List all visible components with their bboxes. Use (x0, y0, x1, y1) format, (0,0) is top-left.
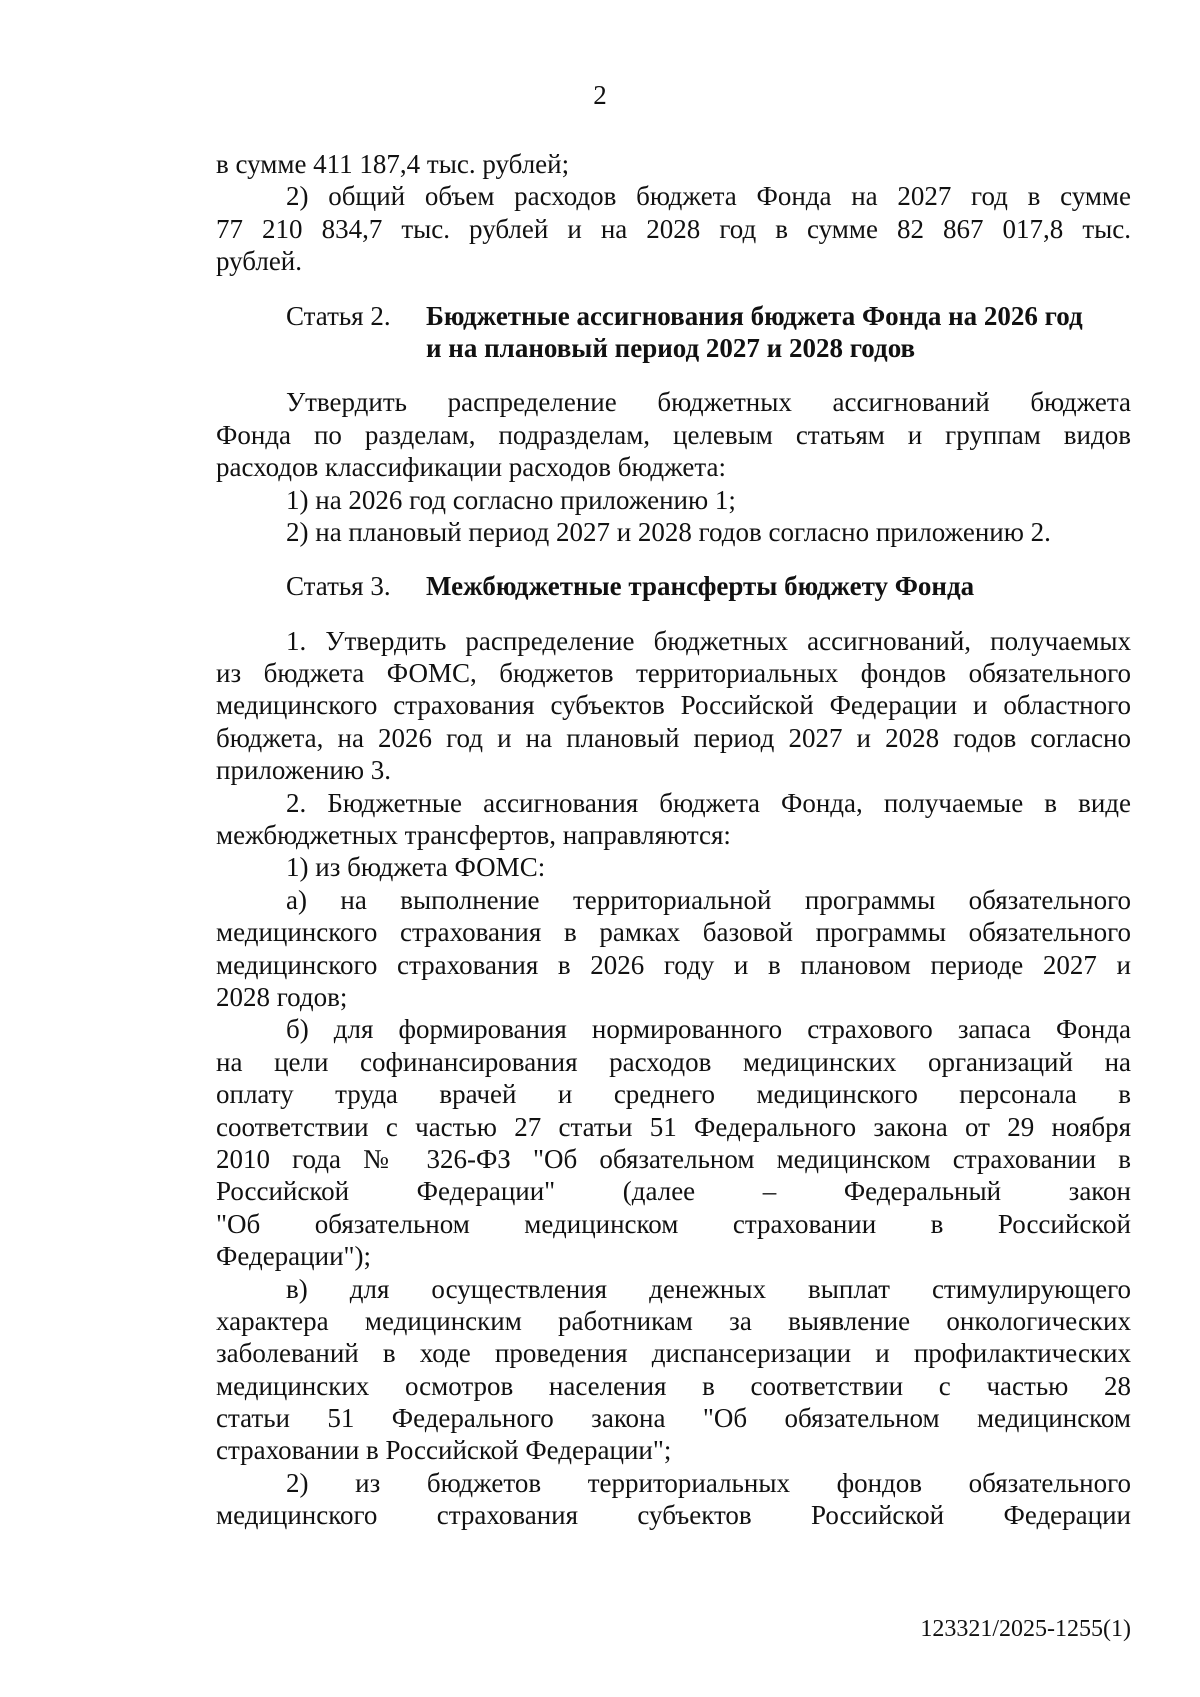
text-line: 2. Бюджетные ассигнования бюджета Фонда, получаемые в виде (286, 787, 1131, 818)
text-line: характера медицинским работникам за выявление онкологических (216, 1305, 1131, 1336)
text-line: б) для формирования нормированного страхового запаса Фонда (286, 1014, 1131, 1045)
text-line: Утвердить распределение бюджетных ассигнований бюджета (286, 387, 1131, 418)
text-line: медицинского страхования субъектов Российской Федерации и областного (216, 690, 1131, 721)
article-3-heading (216, 570, 1131, 602)
text-line: рублей. (216, 246, 303, 277)
document-body (216, 148, 1131, 1532)
article-label: Статья 3. (286, 571, 391, 602)
text-line: приложению 3. (216, 755, 392, 786)
page-number: 2 (593, 80, 607, 110)
text-line: 1) на 2026 год согласно приложению 1; (286, 484, 736, 515)
text-line: в) для осуществления денежных выплат стимулирующего (286, 1273, 1131, 1304)
document-id: 123321/2025-1255(1) (920, 1616, 1131, 1642)
text-line: межбюджетных трансфертов, направляются: (216, 820, 731, 851)
text-line: медицинского страхования субъектов Российской Федерации (216, 1500, 1131, 1531)
text-line: 2) из бюджетов территориальных фондов обязательного (286, 1467, 1131, 1498)
text-line: а) на выполнение территориальной программы обязательного (286, 884, 1131, 915)
text-line: Федерации"); (216, 1241, 372, 1272)
article-label: Статья 2. (286, 300, 391, 331)
text-line: 2) на плановый период 2027 и 2028 годов согласно приложению 2. (286, 516, 1051, 547)
text-line: 1. Утвердить распределение бюджетных ассигнований, получаемых (286, 625, 1131, 656)
text-line: медицинского страхования в рамках базовой программы обязательного (216, 917, 1131, 948)
article-title: Бюджетные ассигнования бюджета Фонда на 2026 год (426, 300, 1083, 331)
text-line: 2028 годов; (216, 981, 348, 1012)
text-line: 1) из бюджета ФОМС: (286, 852, 546, 883)
article-2-heading (216, 300, 1131, 365)
text-line: соответствии с частью 27 статьи 51 Федерального закона от 29 ноября (216, 1111, 1131, 1142)
text-line: оплату труда врачей и среднего медицинского персонала в (216, 1079, 1131, 1110)
text-line: в сумме 411 187,4 тыс. рублей; (216, 149, 570, 179)
text-line: Фонда по разделам, подразделам, целевым статьям и группам видов (216, 419, 1131, 450)
article-title: и на плановый период 2027 и 2028 годов (426, 332, 916, 363)
text-line: из бюджета ФОМС, бюджетов территориальных фондов обязательного (216, 658, 1131, 689)
text-line: Российской Федерации" (далее – Федеральный закон (216, 1176, 1131, 1207)
article-title: Межбюджетные трансферты бюджету Фонда (426, 571, 975, 602)
text-line: "Об обязательном медицинском страховании в Российской (216, 1208, 1131, 1239)
text-line: 2) общий объем расходов бюджета Фонда на 2027 год в сумме (286, 181, 1131, 212)
text-line: медицинских осмотров населения в соответствии с частью 28 (216, 1370, 1131, 1401)
text-line: 2010 года № 326-ФЗ "Об обязательном медицинском страховании в (216, 1143, 1131, 1174)
text-line: заболеваний в ходе проведения диспансеризации и профилактических (216, 1338, 1131, 1369)
text-line: бюджета, на 2026 год и на плановый период 2027 и 2028 годов согласно (216, 722, 1131, 753)
text-line: 77 210 834,7 тыс. рублей и на 2028 год в сумме 82 867 017,8 тыс. (216, 213, 1131, 244)
text-line: страховании в Российской Федерации"; (216, 1435, 672, 1466)
text-line: на цели софинансирования расходов медицинских организаций на (216, 1046, 1131, 1077)
text-line: статьи 51 Федерального закона "Об обязательном медицинском (216, 1403, 1131, 1434)
text-line: медицинского страхования в 2026 году и в плановом периоде 2027 и (216, 949, 1131, 980)
text-line: расходов классификации расходов бюджета: (216, 452, 726, 483)
